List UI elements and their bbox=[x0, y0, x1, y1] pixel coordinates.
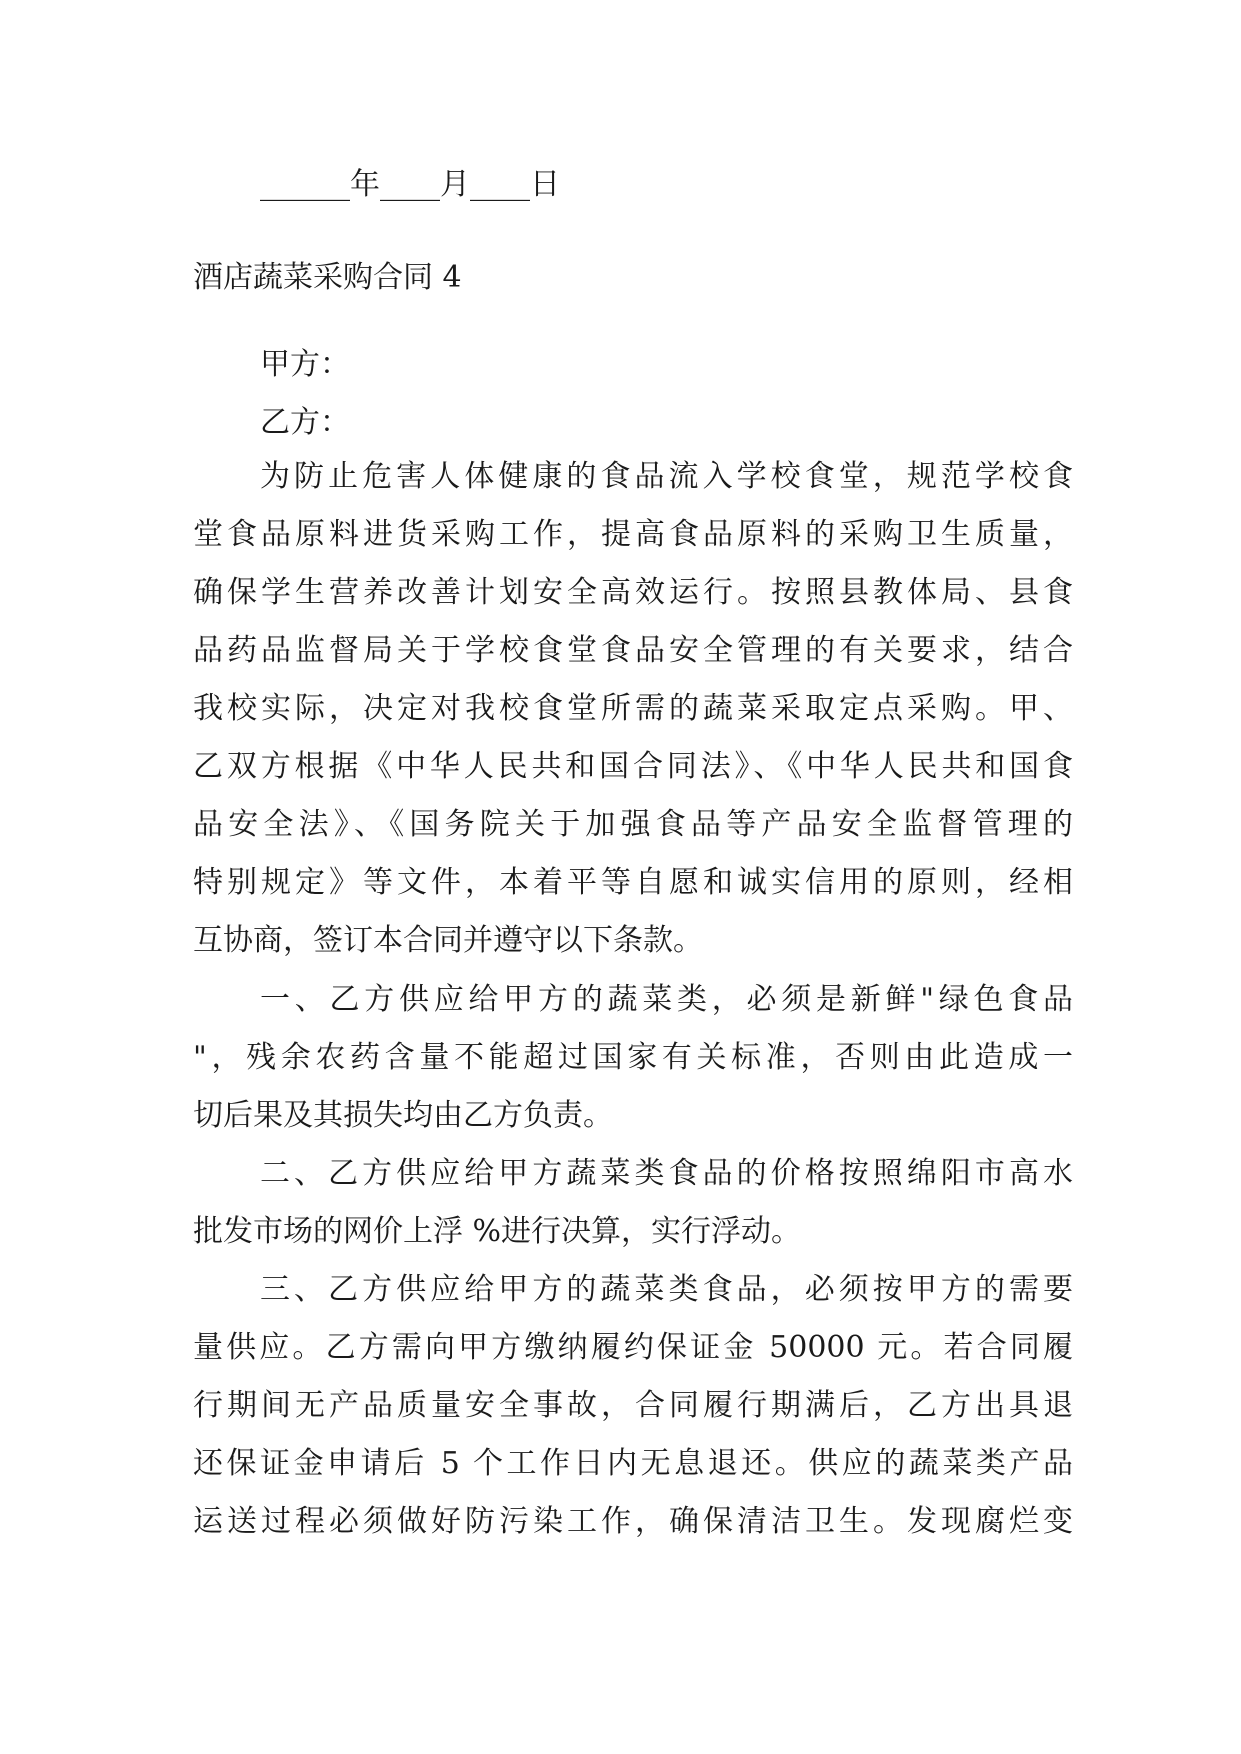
clause-two bbox=[193, 1145, 1073, 1261]
paragraph-row: 三、乙方供应给甲方的蔬菜类食品，必须按甲方的需要 bbox=[260, 1272, 1073, 1307]
paragraph-row: 品药品监督局关于学校食堂食品安全管理的有关要求，结合 bbox=[193, 633, 1073, 668]
paragraph-row: 为防止危害人体健康的食品流入学校食堂，规范学校食 bbox=[260, 459, 1073, 494]
paragraph-row: 行期间无产品质量安全事故，合同履行期满后，乙方出具退 bbox=[193, 1388, 1073, 1423]
paragraph-row: 特别规定》等文件，本着平等自愿和诚实信用的原则，经相 bbox=[193, 865, 1073, 900]
paragraph-row: 二、乙方供应给甲方蔬菜类食品的价格按照绵阳市高水 bbox=[260, 1156, 1073, 1191]
paragraph-row: 运送过程必须做好防污染工作，确保清洁卫生。发现腐烂变 bbox=[193, 1504, 1073, 1539]
document-title: 酒店蔬菜采购合同 4 bbox=[193, 260, 462, 295]
paragraph-row: 品安全法》、《国务院关于加强食品等产品安全监督管理的 bbox=[193, 807, 1073, 842]
paragraph-row: 切后果及其损失均由乙方负责。 bbox=[193, 1098, 613, 1133]
paragraph-row: 确保学生营养改善计划安全高效运行。按照县教体局、县食 bbox=[193, 575, 1073, 610]
paragraph-row: 一、乙方供应给甲方的蔬菜类，必须是新鲜"绿色食品 bbox=[260, 982, 1073, 1017]
paragraph-row: 堂食品原料进货采购工作，提高食品原料的采购卫生质量， bbox=[193, 517, 1073, 552]
paragraph-row: 我校实际，决定对我校食堂所需的蔬菜采取定点采购。甲、 bbox=[193, 691, 1073, 726]
paragraph-row: 还保证金申请后 5 个工作日内无息退还。供应的蔬菜类产品 bbox=[193, 1446, 1073, 1481]
paragraph-row: 互协商，签订本合同并遵守以下条款。 bbox=[193, 923, 703, 958]
paragraph-row: 乙双方根据《中华人民共和国合同法》、《中华人民共和国食 bbox=[193, 749, 1073, 784]
paragraph-row: 批发市场的网价上浮 %进行决算，实行浮动。 bbox=[193, 1214, 802, 1249]
clause-three bbox=[193, 1261, 1073, 1551]
date-line: ______年____月____日 bbox=[260, 167, 560, 202]
clause-one bbox=[193, 971, 1073, 1145]
paragraph-row: 量供应。乙方需向甲方缴纳履约保证金 50000 元。若合同履 bbox=[193, 1330, 1073, 1365]
party-a-label: 甲方： bbox=[260, 347, 350, 382]
paragraph-preamble bbox=[193, 448, 1073, 970]
paragraph-row: "，残余农药含量不能超过国家有关标准，否则由此造成一 bbox=[193, 1040, 1073, 1075]
party-b-label: 乙方： bbox=[260, 405, 350, 440]
